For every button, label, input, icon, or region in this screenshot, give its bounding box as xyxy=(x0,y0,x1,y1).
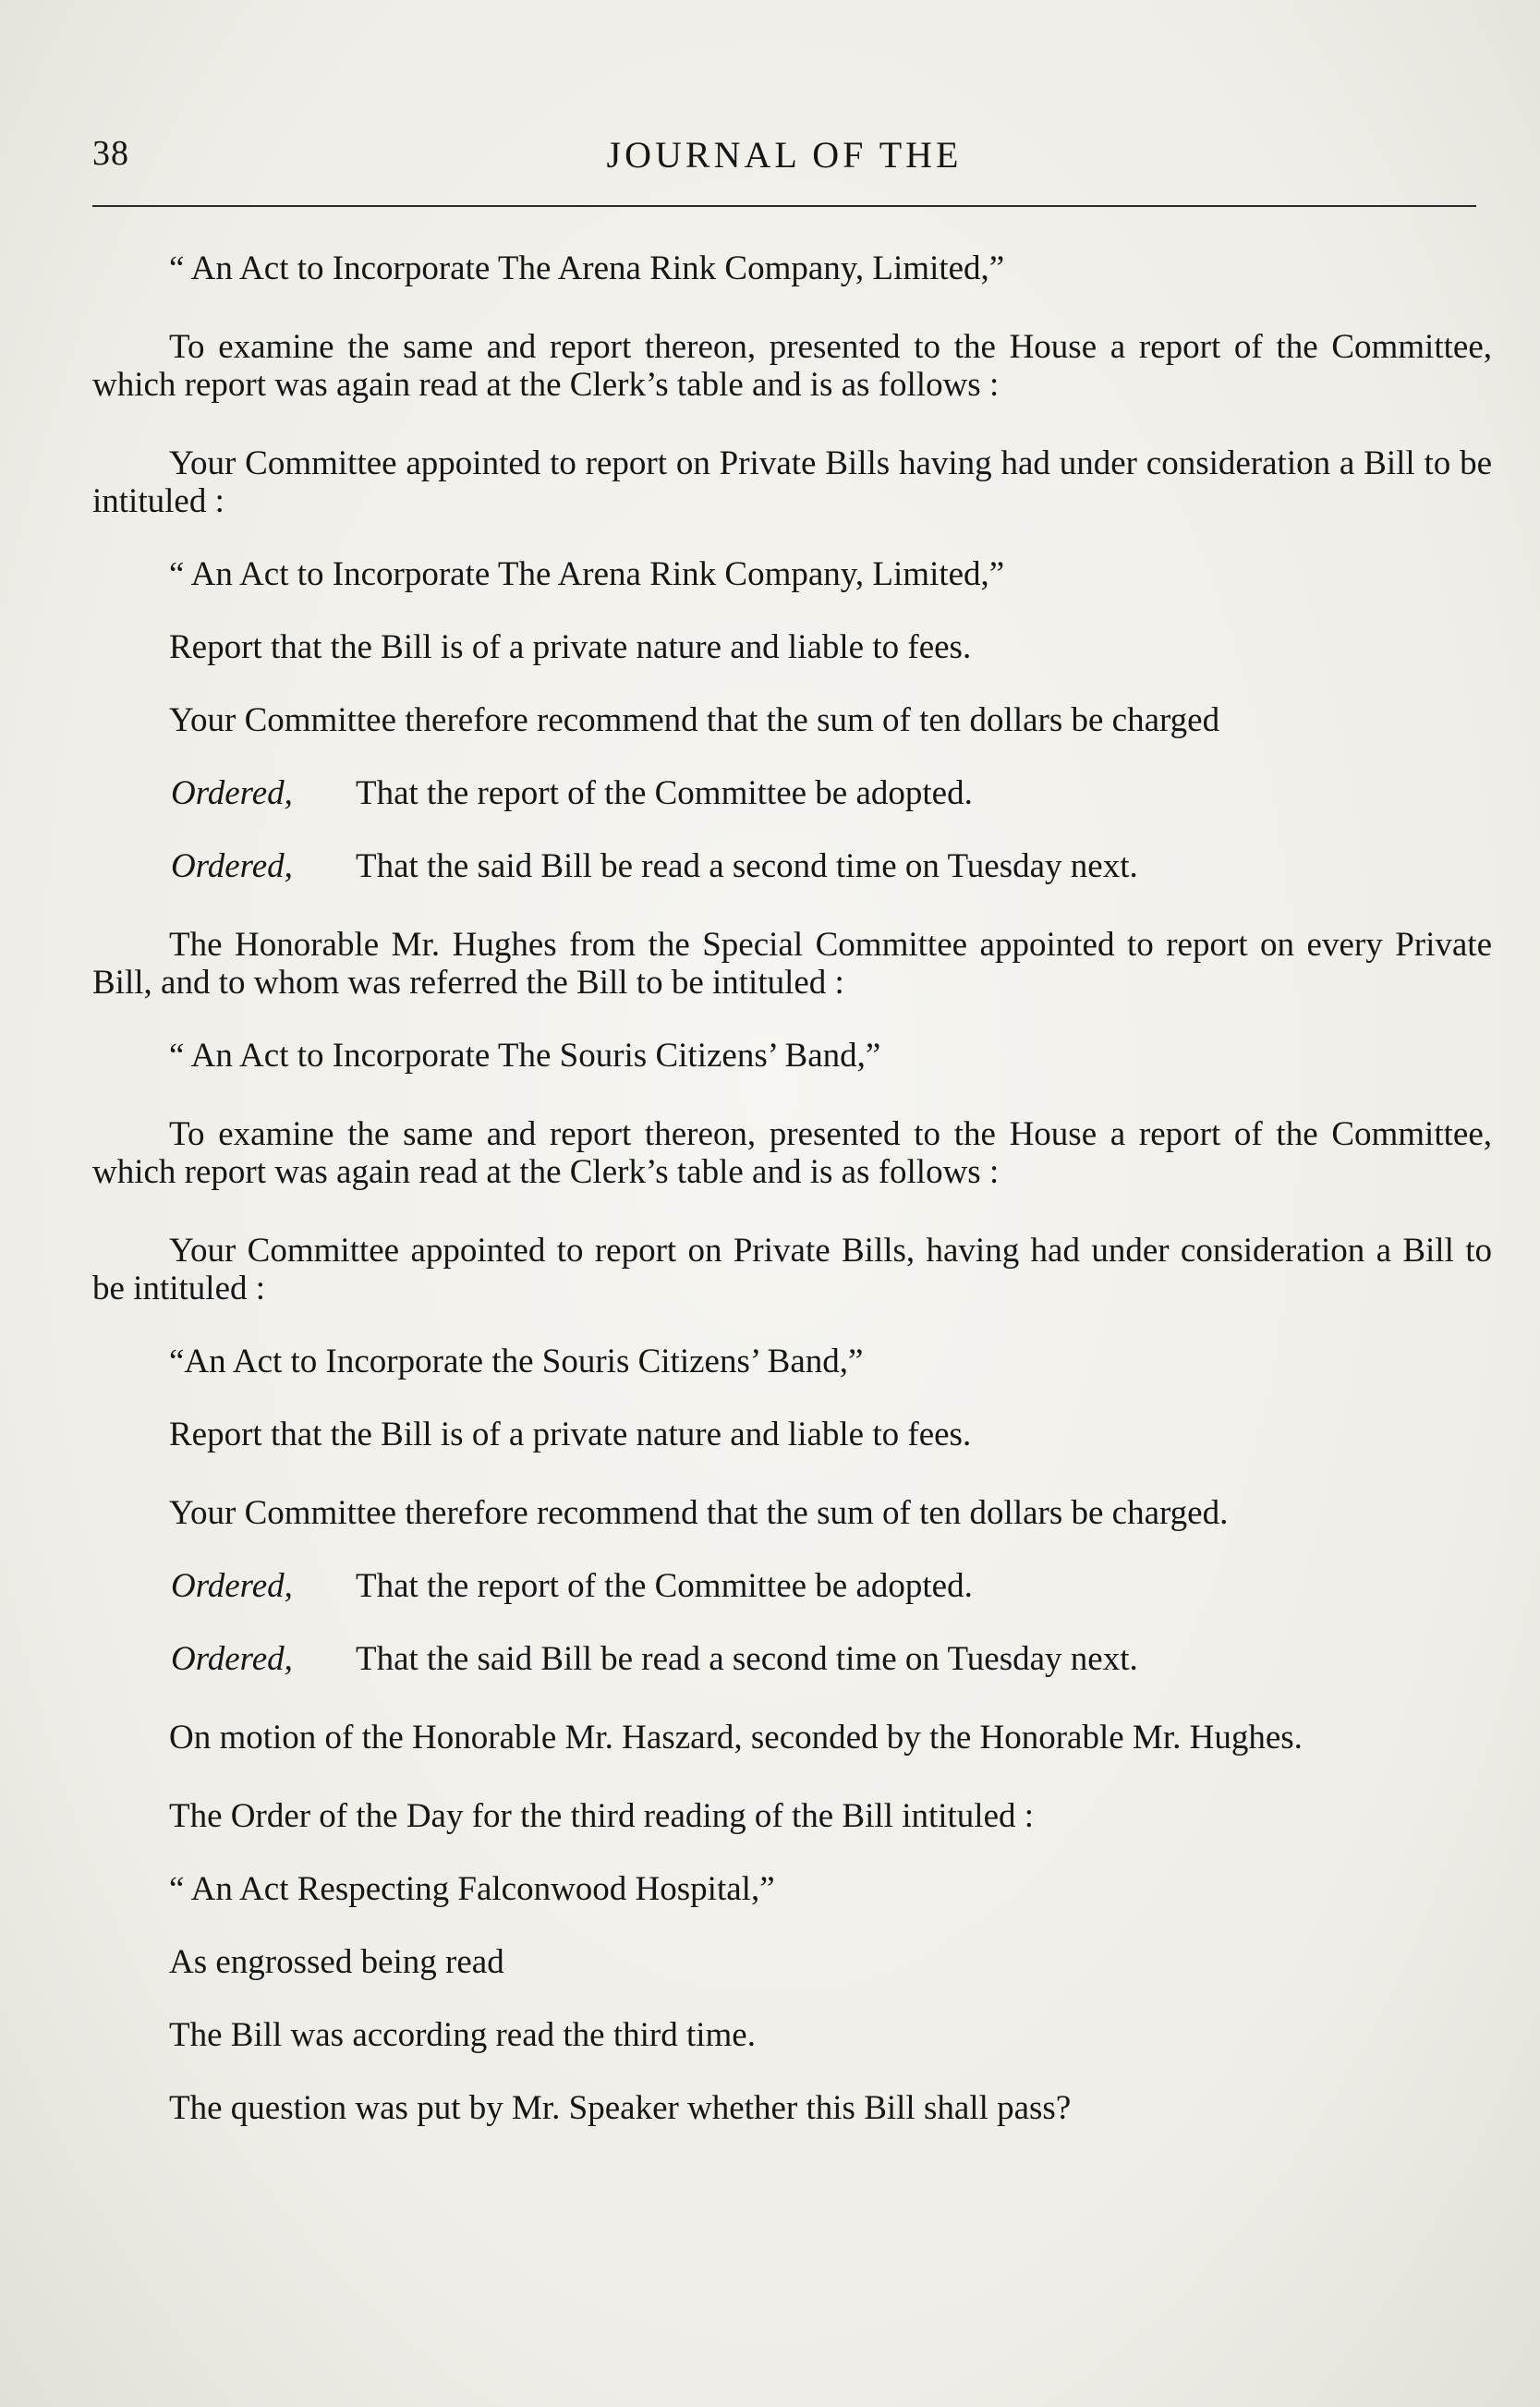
order-line xyxy=(92,1567,1492,1605)
paragraph: On motion of the Honorable Mr. Haszard, seconded by the Honorable Mr. Hughes. xyxy=(169,1719,1303,1757)
page-number: 38 xyxy=(92,134,129,173)
paragraph: Your Committee appointed to report on Private Bills, having had under consideration a Bill to be intituled : xyxy=(92,1232,1492,1307)
paragraph: Your Committee therefore recommend that the sum of ten dollars be charged. xyxy=(169,1494,1229,1532)
running-head: JOURNAL OF THE xyxy=(606,134,963,176)
paragraph: The Honorable Mr. Hughes from the Special Committee appointed to report on every Private Bill, and to whom was referred the Bill to be intituled : xyxy=(92,926,1492,1002)
act-title: “ An Act to Incorporate The Arena Rink Company, Limited,” xyxy=(169,555,1005,593)
paragraph: Your Committee therefore recommend that the sum of ten dollars be charged xyxy=(169,701,1220,739)
paragraph: As engrossed being read xyxy=(169,1943,504,1981)
paragraph: The Order of the Day for the third reading of the Bill intituled : xyxy=(169,1797,1035,1835)
order-line xyxy=(92,774,1492,812)
order-text: That the report of the Committee be adopted. xyxy=(356,1567,973,1605)
paragraph: To examine the same and report thereon, presented to the House a report of the Committee, which report was again read at the Clerk’s table and is as follows : xyxy=(92,1115,1492,1191)
act-title: “ An Act to Incorporate The Souris Citizens’ Band,” xyxy=(169,1037,881,1075)
paragraph: The Bill was according read the third time. xyxy=(169,2016,756,2054)
journal-body xyxy=(92,249,1492,2127)
paragraph: Your Committee appointed to report on Private Bills having had under consideration a Bill to be intituled : xyxy=(92,444,1492,520)
order-label: Ordered, xyxy=(171,1567,293,1605)
act-title: “An Act to Incorporate the Souris Citizens’ Band,” xyxy=(169,1343,864,1380)
paragraph: The question was put by Mr. Speaker whether this Bill shall pass? xyxy=(169,2089,1072,2127)
order-text: That the said Bill be read a second time on Tuesday next. xyxy=(356,1640,1138,1678)
order-text: That the report of the Committee be adopted. xyxy=(356,774,973,812)
act-title: “ An Act to Incorporate The Arena Rink Company, Limited,” xyxy=(169,249,1005,287)
order-label: Ordered, xyxy=(171,774,293,812)
order-label: Ordered, xyxy=(171,847,293,885)
order-text: That the said Bill be read a second time on Tuesday next. xyxy=(356,847,1138,885)
paragraph: To examine the same and report thereon, presented to the House a report of the Committee, which report was again read at the Clerk’s table and is as follows : xyxy=(92,328,1492,404)
act-title: “ An Act Respecting Falconwood Hospital,” xyxy=(169,1870,775,1908)
header-rule xyxy=(92,205,1476,207)
paragraph: Report that the Bill is of a private nature and liable to fees. xyxy=(169,628,972,666)
paragraph: Report that the Bill is of a private nature and liable to fees. xyxy=(169,1416,972,1453)
page-header xyxy=(92,129,1476,185)
order-line xyxy=(92,847,1492,885)
order-label: Ordered, xyxy=(171,1640,293,1678)
order-line xyxy=(92,1640,1492,1678)
